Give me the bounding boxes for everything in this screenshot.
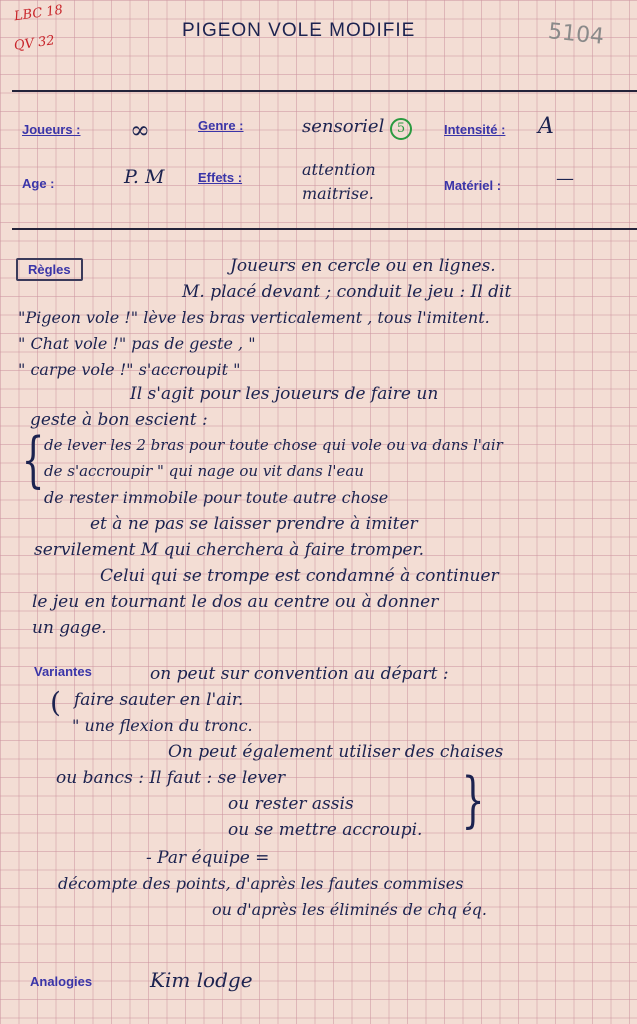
genre-value bbox=[302, 116, 412, 140]
top-rule bbox=[12, 90, 637, 92]
variantes-line: On peut également utiliser des chaises bbox=[168, 742, 504, 762]
regles-line: " carpe vole !" s'accroupit " bbox=[18, 360, 241, 379]
effets-value-1: attention bbox=[302, 160, 376, 179]
materiel-label: Matériel : bbox=[444, 178, 502, 193]
intensite-label: Intensité : bbox=[444, 122, 506, 137]
regles-line: Il s'agit pour les joueurs de faire un bbox=[130, 384, 439, 404]
regles-line: un gage. bbox=[32, 618, 107, 638]
margin-mark-2: QV 32 bbox=[13, 33, 56, 54]
variantes-paren: ( bbox=[50, 686, 61, 719]
archive-number: 5104 bbox=[546, 19, 606, 50]
variantes-line: ou rester assis bbox=[228, 794, 354, 814]
variantes-line: on peut sur convention au départ : bbox=[150, 664, 449, 684]
regles-line: Celui qui se trompe est condamné à continuer bbox=[100, 566, 499, 586]
materiel-value: — bbox=[556, 168, 574, 189]
regles-line: le jeu en tournant le dos au centre ou à donner bbox=[32, 592, 439, 612]
regles-line: de s'accroupir " qui nage ou vit dans l'eau bbox=[44, 462, 364, 480]
genre-circled-number: 5 bbox=[390, 118, 412, 140]
variantes-line: ou d'après les éliminés de chq éq. bbox=[212, 900, 487, 919]
variantes-line: ou se mettre accroupi. bbox=[228, 820, 423, 840]
age-value: P. M bbox=[124, 166, 165, 188]
age-label: Age : bbox=[22, 176, 55, 191]
regles-line: Joueurs en cercle ou en lignes. bbox=[230, 256, 496, 276]
regles-line: " Chat vole !" pas de geste , " bbox=[18, 334, 256, 353]
variantes-line: - Par équipe = bbox=[146, 848, 270, 868]
regles-line: "Pigeon vole !" lève les bras verticalement , tous l'imitent. bbox=[18, 308, 490, 327]
regles-line: de lever les 2 bras pour toute chose qui vole ou va dans l'air bbox=[44, 436, 503, 454]
joueurs-value: ∞ bbox=[130, 116, 150, 144]
effets-label: Effets : bbox=[198, 170, 243, 185]
analogies-value: Kim lodge bbox=[150, 968, 253, 992]
regles-line: servilement M qui cherchera à faire tromper. bbox=[34, 540, 425, 560]
regles-line: et à ne pas se laisser prendre à imiter bbox=[90, 514, 418, 534]
variantes-label: Variantes bbox=[34, 664, 92, 679]
regles-line: M. placé devant ; conduit le jeu : Il dit bbox=[182, 282, 512, 302]
regles-line: de rester immobile pour toute autre chose bbox=[44, 488, 389, 507]
margin-mark-1: LBC 18 bbox=[13, 2, 64, 25]
regles-label: Règles bbox=[16, 258, 83, 281]
joueurs-label: Joueurs : bbox=[22, 122, 81, 137]
regles-brace: { bbox=[21, 425, 45, 495]
variantes-line: décompte des points, d'après les fautes commises bbox=[58, 874, 464, 893]
analogies-label: Analogies bbox=[30, 974, 93, 989]
variantes-line: faire sauter en l'air. bbox=[74, 690, 244, 710]
page-title: PIGEON VOLE MODIFIE bbox=[182, 20, 416, 41]
regles-line: geste à bon escient : bbox=[30, 410, 208, 430]
variantes-line: ou bancs : Il faut : se lever bbox=[56, 768, 286, 788]
effets-value-2: maitrise. bbox=[302, 184, 374, 203]
genre-text: sensoriel bbox=[302, 116, 385, 137]
header-rule bbox=[12, 228, 637, 230]
variantes-brace: } bbox=[461, 765, 485, 835]
genre-label: Genre : bbox=[198, 118, 244, 133]
intensite-value: A bbox=[538, 114, 554, 139]
variantes-line: " une flexion du tronc. bbox=[72, 716, 253, 735]
